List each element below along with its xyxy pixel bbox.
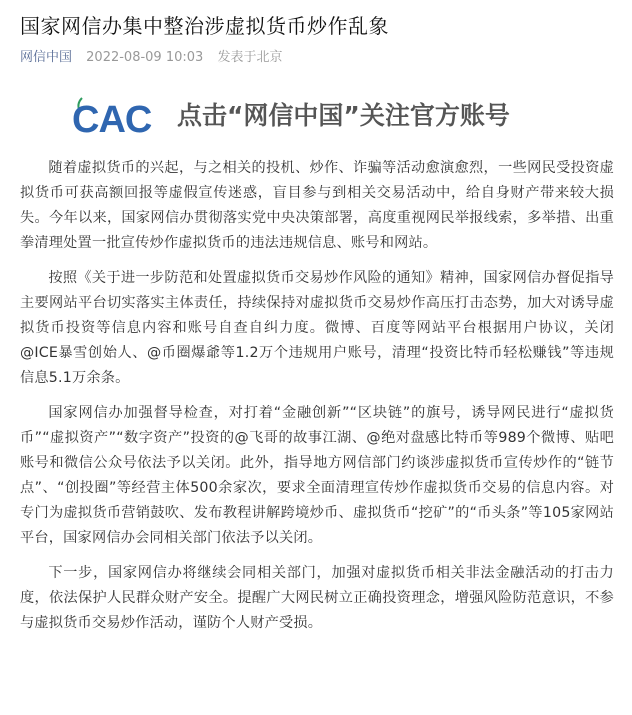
article-body bbox=[20, 156, 614, 646]
article-date: 2022-08-09 10:03 bbox=[86, 50, 204, 65]
cac-logo-icon bbox=[72, 98, 152, 140]
article-meta bbox=[20, 49, 282, 67]
article-source-link[interactable]: 网信中国 bbox=[20, 50, 73, 65]
article-paragraph: 随着虚拟货币的兴起，与之相关的投机、炒作、诈骗等活动愈演愈烈，一些网民受投资虚拟货币可获高额回报等虚假宣传迷惑，盲目参与到相关交易活动中，给自身财产带来较大损失。今年以来，国家网信办贯彻落实党中央决策部署，高度重视网民举报线索，多举措、出重拳清理处置一批宣传炒作虚拟货币的违法违规信息、账号和网站。 bbox=[20, 160, 614, 251]
follow-banner-graphic bbox=[62, 90, 562, 140]
cac-logo-text: CAC bbox=[72, 99, 152, 140]
article-title: 国家网信办集中整治涉虚拟货币炒作乱象 bbox=[20, 14, 389, 38]
article-location: 发表于北京 bbox=[217, 50, 283, 65]
banner-slogan: 点击“网信中国”关注官方账号 bbox=[177, 101, 510, 130]
article-paragraph: 下一步，国家网信办将继续会同相关部门，加强对虚拟货币相关非法金融活动的打击力度，依法保护人民群众财产安全。提醒广大网民树立正确投资理念，增强风险防范意识，不参与虚拟货币交易炒作活动，谨防个人财产受损。 bbox=[20, 565, 614, 631]
follow-banner[interactable] bbox=[62, 90, 562, 140]
article-paragraph: 国家网信办加强督导检查，对打着“金融创新”“区块链”的旗号，诱导网民进行“虚拟货币”“虚拟资产”“数字资产”投资的@飞哥的故事江湖、@绝对盘感比特币等989个微博、贴吧账号和微信公众号依法予以关闭。此外，指导地方网信部门约谈涉虚拟货币宣传炒作的“链节点”、“创投圈”等经营主体500余家次，要求全面清理宣传炒作虚拟货币交易的信息内容。对专门为虚拟货币营销鼓吹、发布教程讲解跨境炒币、虚拟货币“挖矿”的“币头条”等105家网站平台，国家网信办会同相关部门依法予以关闭。 bbox=[20, 405, 614, 546]
article-paragraph: 按照《关于进一步防范和处置虚拟货币交易炒作风险的通知》精神，国家网信办督促指导主要网站平台切实落实主体责任，持续保持对虚拟货币交易炒作高压打击态势，加大对诱导虚拟货币投资等信息内容和账号自查自纠力度。微博、百度等网站平台根据用户协议，关闭@ICE暴雪创始人、@币圈爆爺等1.2万个违规用户账号，清理“投资比特币轻松赚钱”等违规信息5.1万余条。 bbox=[20, 270, 614, 386]
